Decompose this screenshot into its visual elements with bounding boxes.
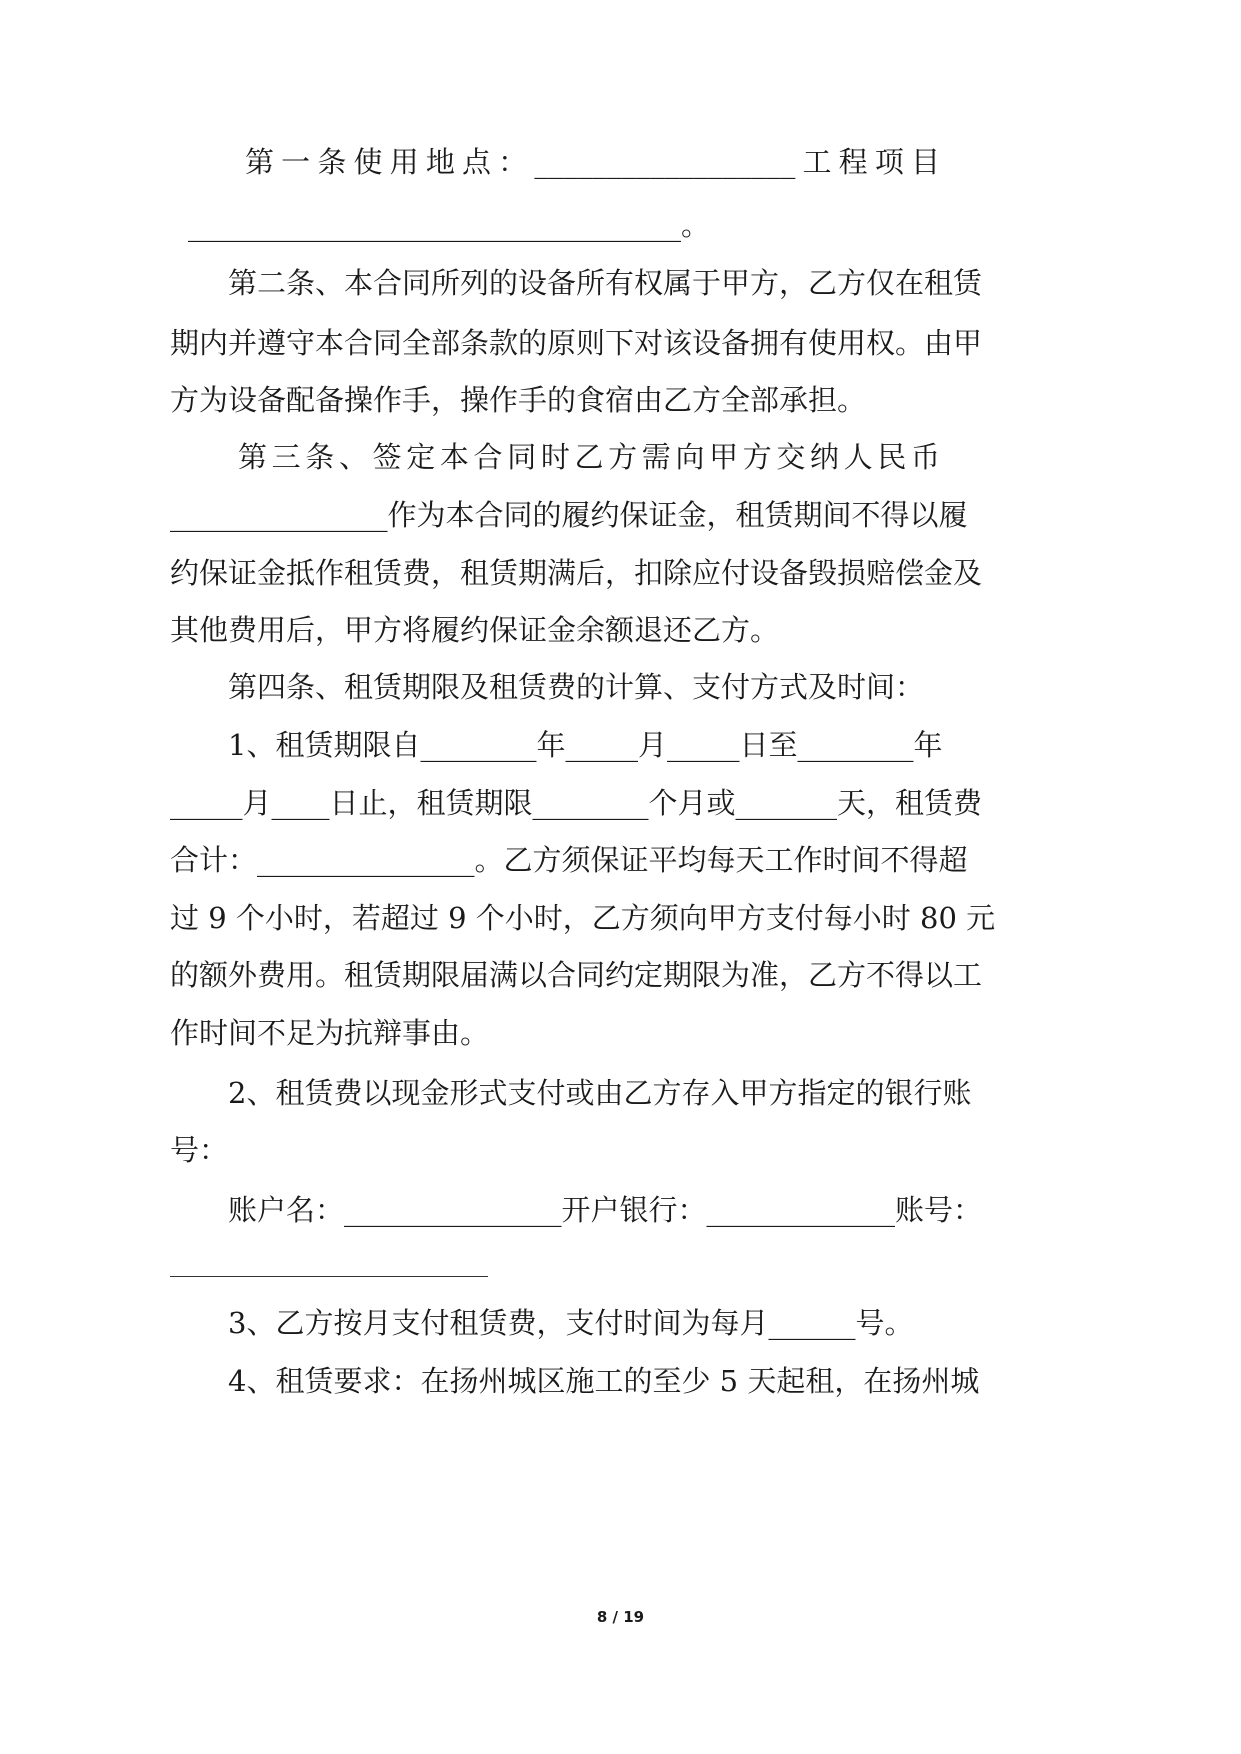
- blank-underline: [170, 1276, 488, 1277]
- text-line: 的额外费用。租赁期限届满以合同约定期限为准，乙方不得以工: [170, 958, 983, 992]
- page-number: 8 / 19: [596, 1608, 645, 1626]
- text-line: 1、租赁期限自________年_____月_____日至________年: [228, 728, 943, 762]
- text-line: 第四条、租赁期限及租赁费的计算、支付方式及时间：: [228, 670, 925, 704]
- text-line: 方为设备配备操作手，操作手的食宿由乙方全部承担。: [170, 383, 867, 417]
- text-line: 第二条、本合同所列的设备所有权属于甲方，乙方仅在租赁: [228, 266, 983, 300]
- text-line: 2、租赁费以现金形式支付或由乙方存入甲方指定的银行账: [228, 1076, 972, 1110]
- text-line: 号：: [170, 1133, 229, 1167]
- text-line: __________________________________。: [188, 208, 711, 242]
- text-line: 合计：_______________。乙方须保证平均每天工作时间不得超: [170, 843, 968, 877]
- text-line: 约保证金抵作租赁费，租赁期满后，扣除应付设备毁损赔偿金及: [170, 556, 983, 590]
- text-line: _______________作为本合同的履约保证金，租赁期间不得以履: [170, 498, 968, 532]
- text-line: 作时间不足为抗辩事由。: [170, 1016, 490, 1050]
- text-line: 第三条、签定本合同时乙方需向甲方交纳人民币: [238, 440, 940, 474]
- text-line: _____月____日止，租赁期限________个月或_______天，租赁费: [170, 786, 983, 820]
- text-line: 过 9 个小时，若超过 9 个小时，乙方须向甲方支付每小时 80 元: [170, 901, 996, 935]
- text-line: 账户名：_______________开户银行：_____________账号：: [228, 1193, 983, 1227]
- text-line: 3、乙方按月支付租赁费，支付时间为每月______号。: [228, 1306, 914, 1340]
- text-line: 其他费用后，甲方将履约保证金余额退还乙方。: [170, 613, 780, 647]
- text-line: 第一条使用地点：__________________工程项目: [245, 145, 940, 179]
- text-line: 期内并遵守本合同全部条款的原则下对该设备拥有使用权。由甲: [170, 326, 983, 360]
- text-line: 4、租赁要求：在扬州城区施工的至少 5 天起租，在扬州城: [228, 1364, 980, 1398]
